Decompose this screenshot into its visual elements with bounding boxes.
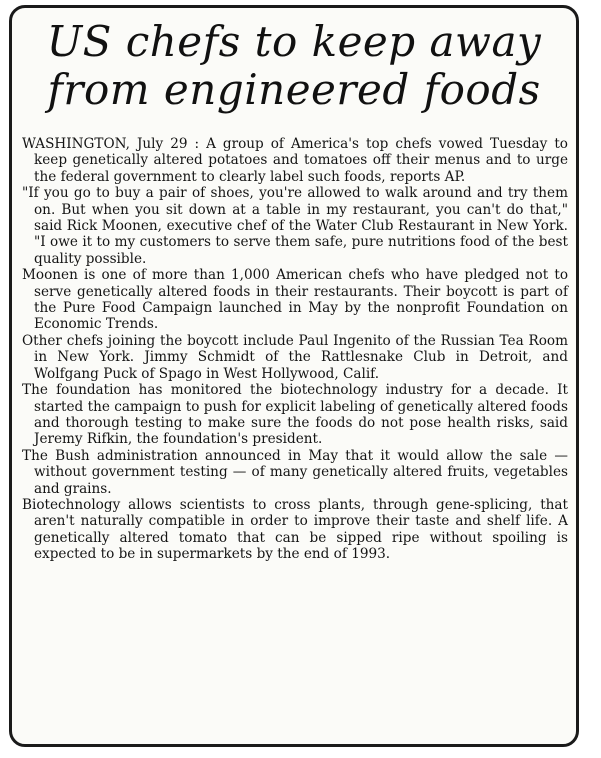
paragraph-foundation: The foundation has monitored the biotechnology industry for a decade. It started the campaign to push for explicit labeling of genetically altered foods and thorough testing to make sure the foods do not pose health risks, said Jeremy Rifkin, the foundation's president. [22, 382, 568, 448]
newspaper-clipping [9, 5, 579, 747]
headline [12, 18, 576, 114]
paragraph-pledge: Moonen is one of more than 1,000 American chefs who have pledged not to serve genetically altered foods in their restaurants. Their boycott is part of the Pure Food Campaign launched in May by the nonprofit Foundation on Economic Trends. [22, 267, 568, 333]
paragraph-biotechnology: Biotechnology allows scientists to cross plants, through gene-splicing, that aren't naturally compatible in order to improve their taste and shelf life. A genetically altered tomato that can be sipped ripe without spoiling is expected to be in supermarkets by the end of 1993. [22, 496, 568, 563]
headline-line-1: US chefs to keep away [46, 17, 542, 66]
paragraph-other-chefs: Other chefs joining the boycott include Paul Ingenito of the Russian Tea Room in New York. Jimmy Schmidt of the Rattlesnake Club in Detroit, and Wolfgang Puck of Spago in West Hollywood, Calif. [22, 332, 568, 382]
paragraph-quote: "If you go to buy a pair of shoes, you're allowed to walk around and try them on. But when you sit down at a table in my restaurant, you can't do that," said Rick Moonen, executive chef of the Water Club Restaurant in New York. "I owe it to my customers to serve them safe, pure nutritions food of the best quality possible. [22, 185, 568, 267]
paragraph-dateline: WASHINGTON, July 29 : A group of America's top chefs vowed Tuesday to keep genetically altered potatoes and tomatoes off their menus and to urge the federal government to clearly label such foods, reports AP. [22, 136, 568, 185]
article-body [22, 136, 568, 563]
headline-line-2: from engineered foods [47, 65, 541, 114]
paragraph-bush-administration: The Bush administration announced in May that it would allow the sale — without government testing — of many genetically altered fruits, vegetables and grains. [22, 447, 568, 497]
